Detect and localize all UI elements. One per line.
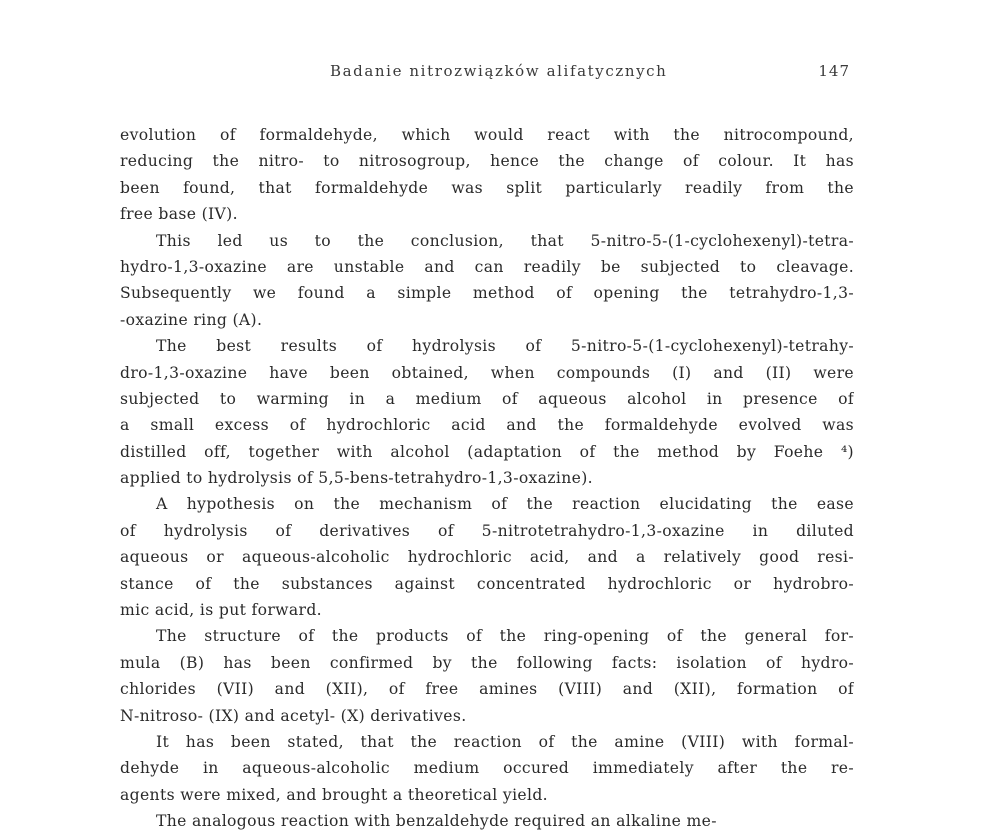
text-line: This led us to the conclusion, that 5-nitro-5-(1-cyclohexenyl)-tetra-	[156, 231, 854, 250]
text-line: It has been stated, that the reaction of the amine (VIII) with formal-	[156, 732, 854, 751]
text-line: reducing the nitro- to nitrosogroup, hence the change of colour. It has	[120, 152, 854, 171]
paragraph	[120, 333, 854, 491]
text-line: applied to hydrolysis of 5,5-bens-tetrahydro-1,3-oxazine).	[120, 469, 593, 488]
text-line: free base (IV).	[120, 205, 238, 224]
text-line: The analogous reaction with benzaldehyde required an alkaline me-	[156, 812, 717, 831]
paragraph	[120, 491, 854, 623]
text-line: Subsequently we found a simple method of opening the tetrahydro-1,3-	[120, 284, 854, 303]
text-line: N-nitroso- (IX) and acetyl- (X) derivatives.	[120, 706, 467, 725]
paragraph	[120, 623, 854, 729]
text-line: -oxazine ring (A).	[120, 310, 263, 329]
text-line: mula (B) has been confirmed by the following facts: isolation of hydro-	[120, 653, 854, 672]
text-line: stance of the substances against concentrated hydrochloric or hydrobro-	[120, 574, 854, 593]
body-text	[120, 122, 854, 835]
text-line: a small excess of hydrochloric acid and the formaldehyde evolved was	[120, 416, 854, 435]
text-line: chlorides (VII) and (XII), of free amines (VIII) and (XII), formation of	[120, 680, 854, 699]
paragraph	[120, 808, 854, 834]
running-title: Badanie nitrozwiązków alifatycznych	[330, 62, 668, 80]
text-line: mic acid, is put forward.	[120, 601, 322, 620]
text-line: agents were mixed, and brought a theoretical yield.	[120, 785, 548, 804]
paragraph	[120, 228, 854, 334]
text-line: hydro-1,3-oxazine are unstable and can readily be subjected to cleavage.	[120, 257, 854, 276]
page-number: 147	[818, 62, 850, 80]
text-line: The structure of the products of the ring-opening of the general for-	[156, 627, 854, 646]
text-line: The best results of hydrolysis of 5-nitro-5-(1-cyclohexenyl)-tetrahy-	[156, 337, 854, 356]
text-line: dehyde in aqueous-alcoholic medium occured immediately after the re-	[120, 759, 854, 778]
text-line: distilled off, together with alcohol (adaptation of the method by Foehe ⁴)	[120, 442, 854, 461]
text-line: of hydrolysis of derivatives of 5-nitrotetrahydro-1,3-oxazine in diluted	[120, 521, 854, 540]
text-line: evolution of formaldehyde, which would react with the nitrocompound,	[120, 126, 854, 144]
text-line: dro-1,3-oxazine have been obtained, when compounds (I) and (II) were	[120, 363, 854, 382]
paragraph	[120, 122, 854, 228]
paragraph	[120, 729, 854, 808]
text-line: been found, that formaldehyde was split particularly readily from the	[120, 178, 854, 197]
text-line: subjected to warming in a medium of aqueous alcohol in presence of	[120, 389, 854, 408]
text-line: A hypothesis on the mechanism of the reaction elucidating the ease	[156, 495, 854, 514]
page-header	[120, 62, 850, 88]
text-line: aqueous or aqueous-alcoholic hydrochloric acid, and a relatively good resi-	[120, 548, 854, 567]
